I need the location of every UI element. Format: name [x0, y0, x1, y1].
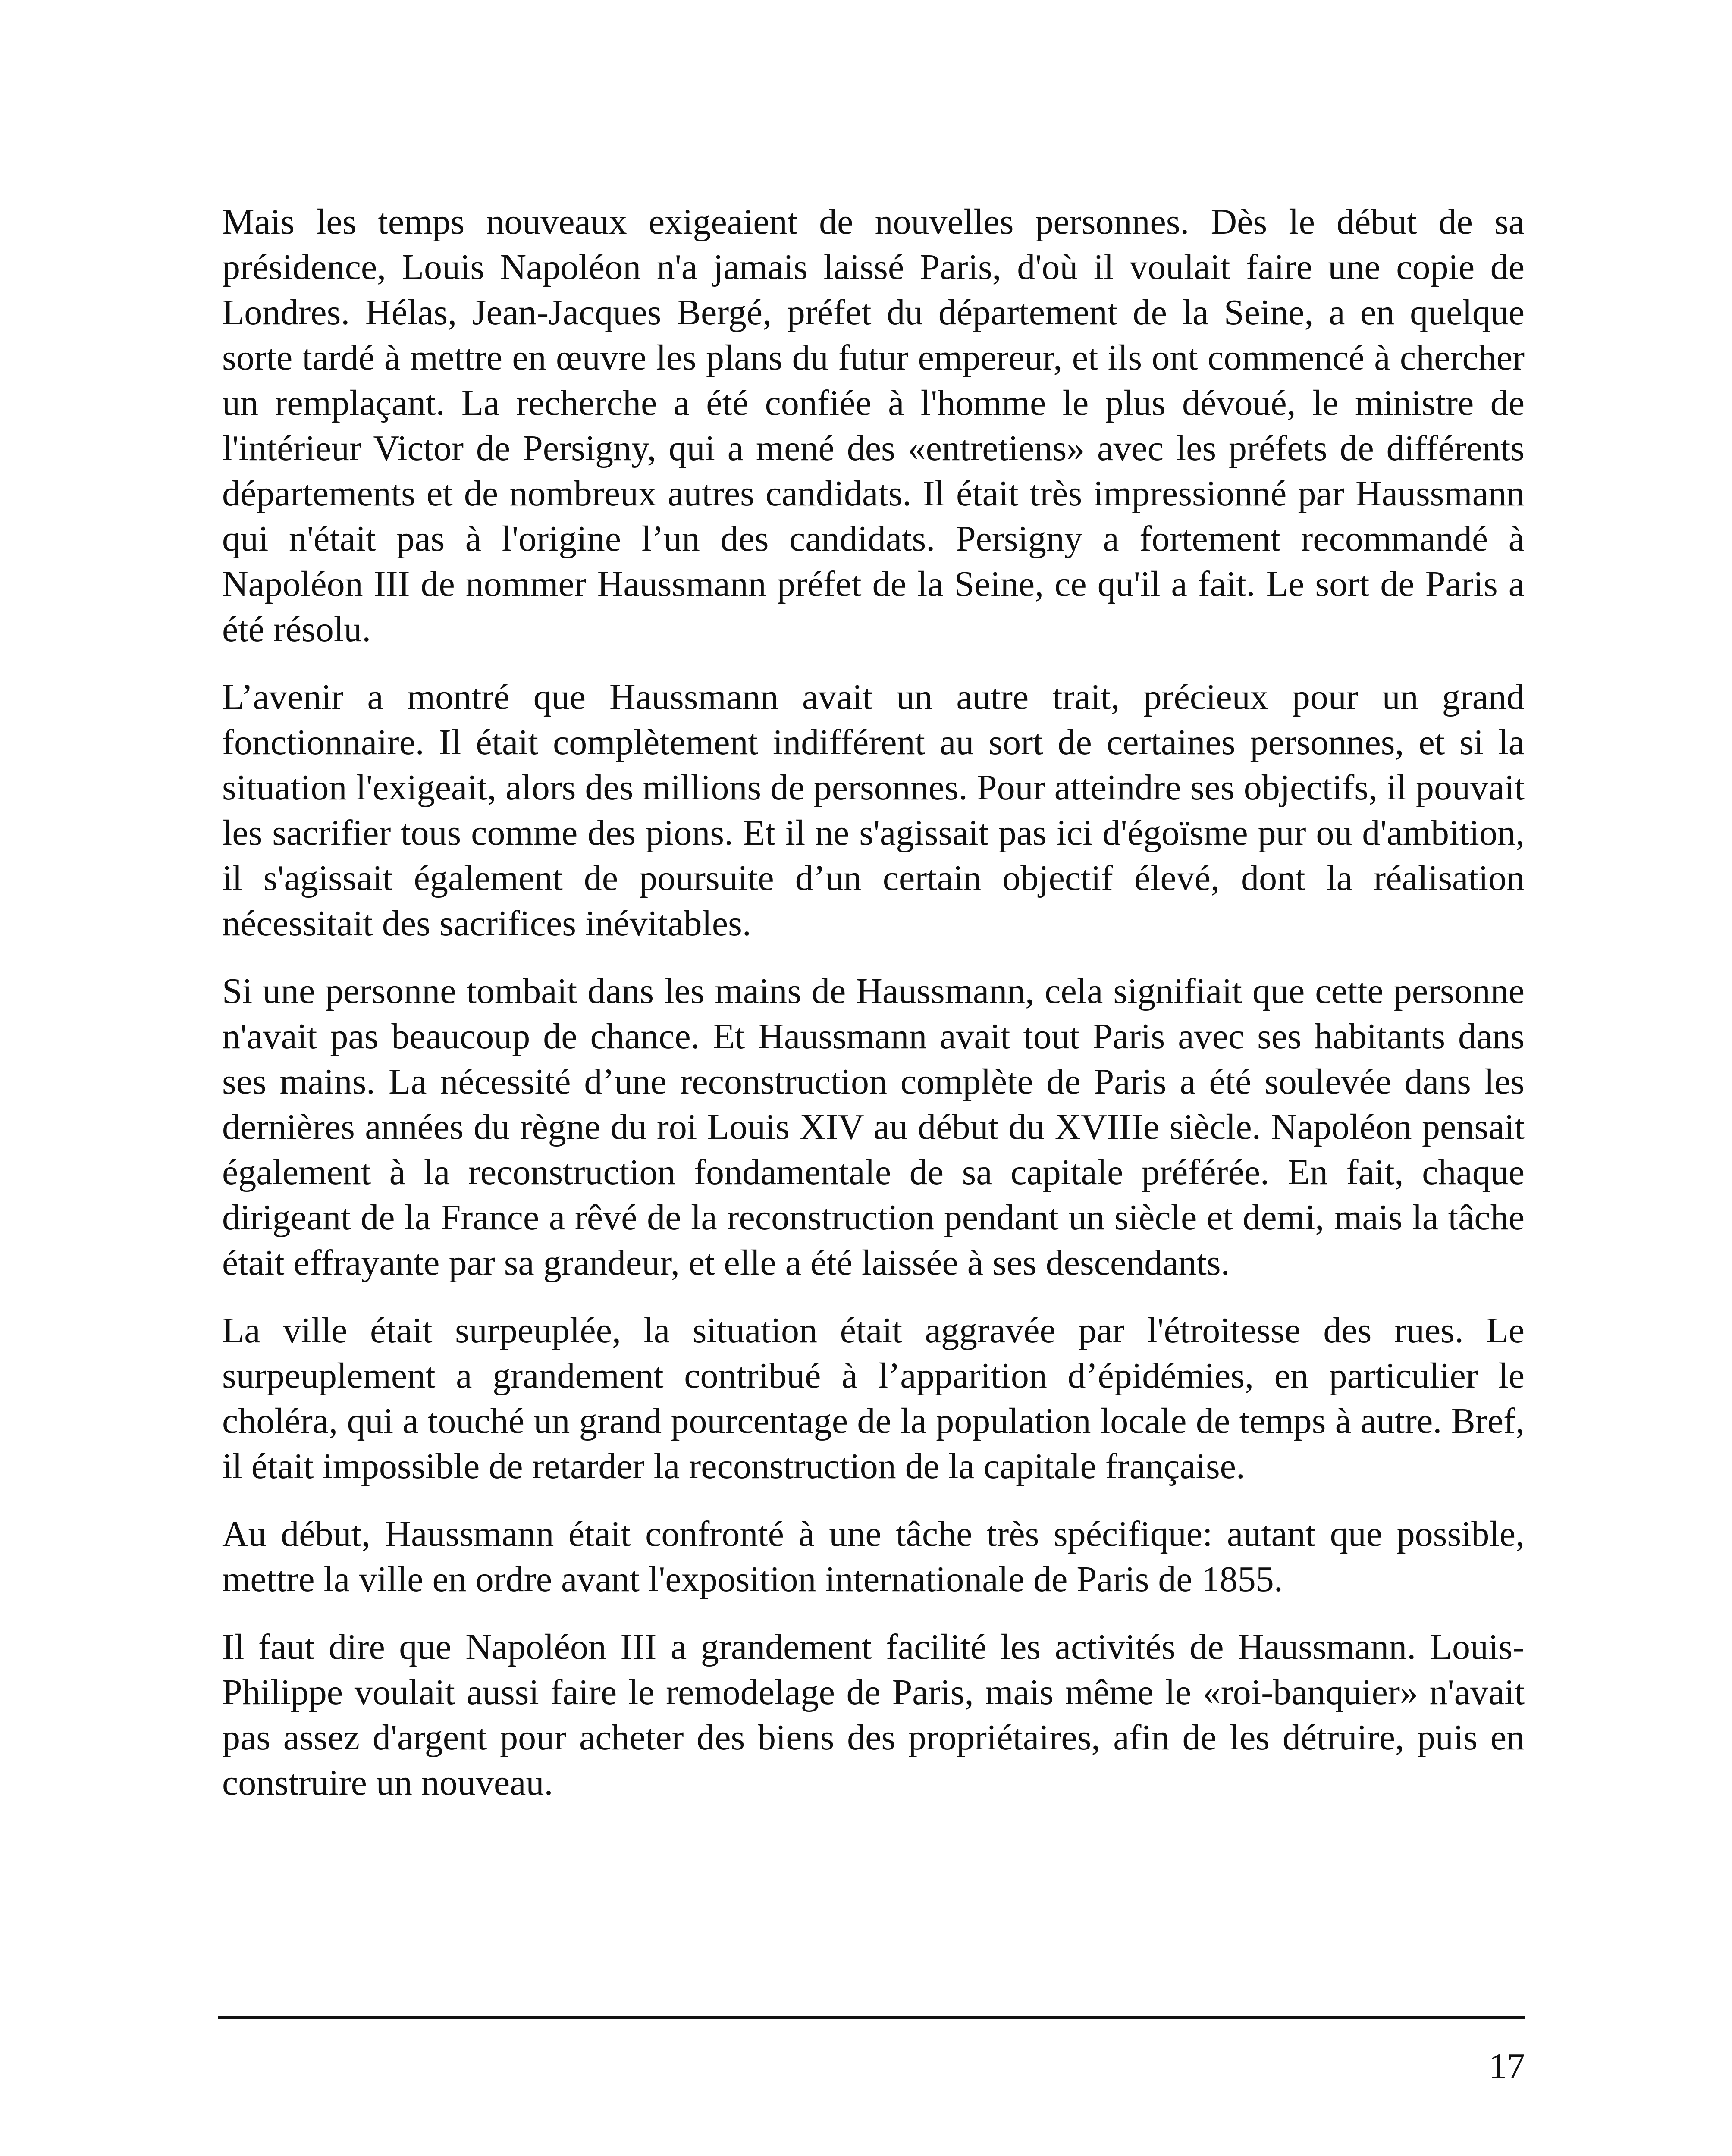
body-text [222, 199, 1525, 1805]
page-number: 17 [1489, 2046, 1525, 2086]
footer-rule [218, 2016, 1525, 2019]
paragraph-6: Il faut dire que Napoléon III a grandement facilité les activités de Haussmann. Louis-Philippe voulait aussi faire le remodelage de Paris, mais même le «roi-banquier» n'avait pas assez d'argent pour acheter des biens des propriétaires, afin de les détruire, puis en construire un nouveau. [222, 1627, 1525, 1803]
paragraph-1: Mais les temps nouveaux exigeaient de nouvelles personnes. Dès le début de sa présidence, Louis Napoléon n'a jamais laissé Paris, d'où il voulait faire une copie de Londres. Hélas, Jean-Jacques Bergé, préfet du département de la Seine, a en quelque sorte tardé à mettre en œuvre les plans du futur empereur, et ils ont commencé à chercher un remplaçant. La recherche a été confiée à l'homme le plus dévoué, le ministre de l'intérieur Victor de Persigny, qui a mené des «entretiens» avec les préfets de différents départements et de nombreux autres candidats. Il était très impressionné par Haussmann qui n'était pas à l'origine l’un des candidats. Persigny a fortement recommandé à Napoléon III de nommer Haussmann préfet de la Seine, ce qu'il a fait. Le sort de Paris a été résolu. [222, 202, 1525, 649]
paragraph-2: L’avenir a montré que Haussmann avait un autre trait, précieux pour un grand fonctionnaire. Il était complètement indifférent au sort de certaines personnes, et si la situation l'exigeait, alors des millions de personnes. Pour atteindre ses objectifs, il pouvait les sacrifier tous comme des pions. Et il ne s'agissait pas ici d'égoïsme pur ou d'ambition, il s'agissait également de poursuite d’un certain objectif élevé, dont la réalisation nécessitait des sacrifices inévitables. [222, 677, 1525, 943]
paragraph-3: Si une personne tombait dans les mains de Haussmann, cela signifiait que cette personne n'avait pas beaucoup de chance. Et Haussmann avait tout Paris avec ses habitants dans ses mains. La nécessité d’une reconstruction complète de Paris a été soulevée dans les dernières années du règne du roi Louis XIV au début du XVIIIe siècle. Napoléon pensait également à la reconstruction fondamentale de sa capitale préférée. En fait, chaque dirigeant de la France a rêvé de la reconstruction pendant un siècle et demi, mais la tâche était effrayante par sa grandeur, et elle a été laissée à ses descendants. [222, 971, 1525, 1283]
paragraph-5: Au début, Haussmann était confronté à une tâche très spécifique: autant que possible, mettre la ville en ordre avant l'exposition internationale de Paris de 1855. [222, 1514, 1525, 1599]
paragraph-4: La ville était surpeuplée, la situation était aggravée par l'étroitesse des rues. Le surpeuplement a grandement contribué à l’apparition d’épidémies, en particulier le choléra, qui a touché un grand pourcentage de la population locale de temps à autre. Bref, il était impossible de retarder la reconstruction de la capitale française. [222, 1310, 1525, 1486]
